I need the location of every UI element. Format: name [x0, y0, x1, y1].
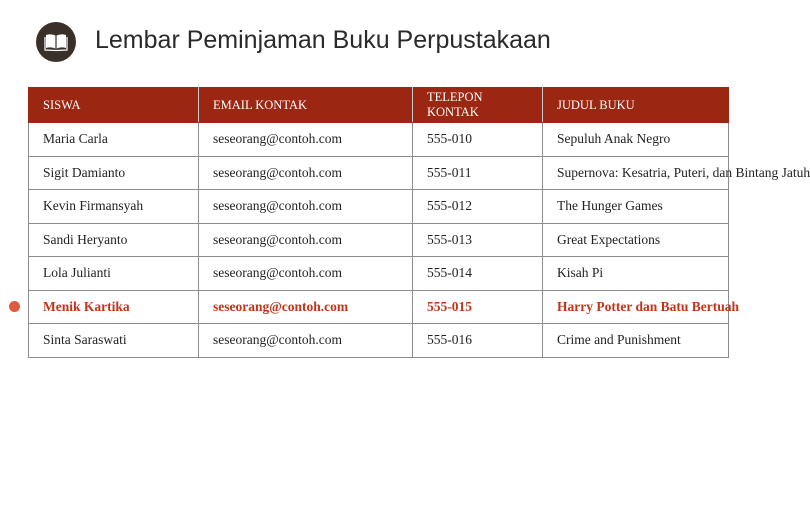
table-header-row — [29, 88, 729, 123]
table-row-highlighted[interactable] — [29, 290, 729, 324]
phone-cell: 555-011 — [413, 156, 543, 190]
student-cell: Maria Carla — [29, 123, 199, 157]
column-header-telepon: TELEPON KONTAK — [413, 88, 543, 123]
table-row[interactable] — [29, 190, 729, 224]
phone-cell: 555-014 — [413, 257, 543, 291]
book-title-cell: Kisah Pi — [543, 257, 729, 291]
phone-cell: 555-015 — [413, 290, 543, 324]
phone-cell: 555-012 — [413, 190, 543, 224]
student-cell: Sinta Saraswati — [29, 324, 199, 358]
email-cell: seseorang@contoh.com — [199, 223, 413, 257]
book-title-cell: The Hunger Games — [543, 190, 729, 224]
table-row[interactable] — [29, 257, 729, 291]
column-header-email: EMAIL KONTAK — [199, 88, 413, 123]
student-cell: Sigit Damianto — [29, 156, 199, 190]
book-title-cell: Crime and Punishment — [543, 324, 729, 358]
email-cell: seseorang@contoh.com — [199, 324, 413, 358]
book-title-cell: Sepuluh Anak Negro — [543, 123, 729, 157]
email-cell: seseorang@contoh.com — [199, 156, 413, 190]
page-title: Lembar Peminjaman Buku Perpustakaan — [95, 26, 551, 54]
logo — [36, 22, 76, 62]
book-title-cell: Supernova: Kesatria, Puteri, dan Bintang Jatuh — [543, 156, 729, 190]
phone-cell: 555-016 — [413, 324, 543, 358]
book-title-cell: Great Expectations — [543, 223, 729, 257]
phone-cell: 555-013 — [413, 223, 543, 257]
student-cell: Lola Julianti — [29, 257, 199, 291]
book-icon — [44, 33, 68, 51]
table-row[interactable] — [29, 123, 729, 157]
column-header-siswa: SISWA — [29, 88, 199, 123]
table-row[interactable] — [29, 324, 729, 358]
email-cell: seseorang@contoh.com — [199, 190, 413, 224]
email-cell: seseorang@contoh.com — [199, 257, 413, 291]
phone-cell: 555-010 — [413, 123, 543, 157]
table-row[interactable] — [29, 223, 729, 257]
table-row[interactable] — [29, 156, 729, 190]
loan-table — [28, 87, 810, 358]
column-header-judul: JUDUL BUKU — [543, 88, 729, 123]
row-marker-dot — [9, 301, 20, 312]
book-title-cell: Harry Potter dan Batu Bertuah — [543, 290, 729, 324]
email-cell: seseorang@contoh.com — [199, 123, 413, 157]
student-cell: Sandi Heryanto — [29, 223, 199, 257]
student-cell: Menik Kartika — [29, 290, 199, 324]
student-cell: Kevin Firmansyah — [29, 190, 199, 224]
email-cell: seseorang@contoh.com — [199, 290, 413, 324]
